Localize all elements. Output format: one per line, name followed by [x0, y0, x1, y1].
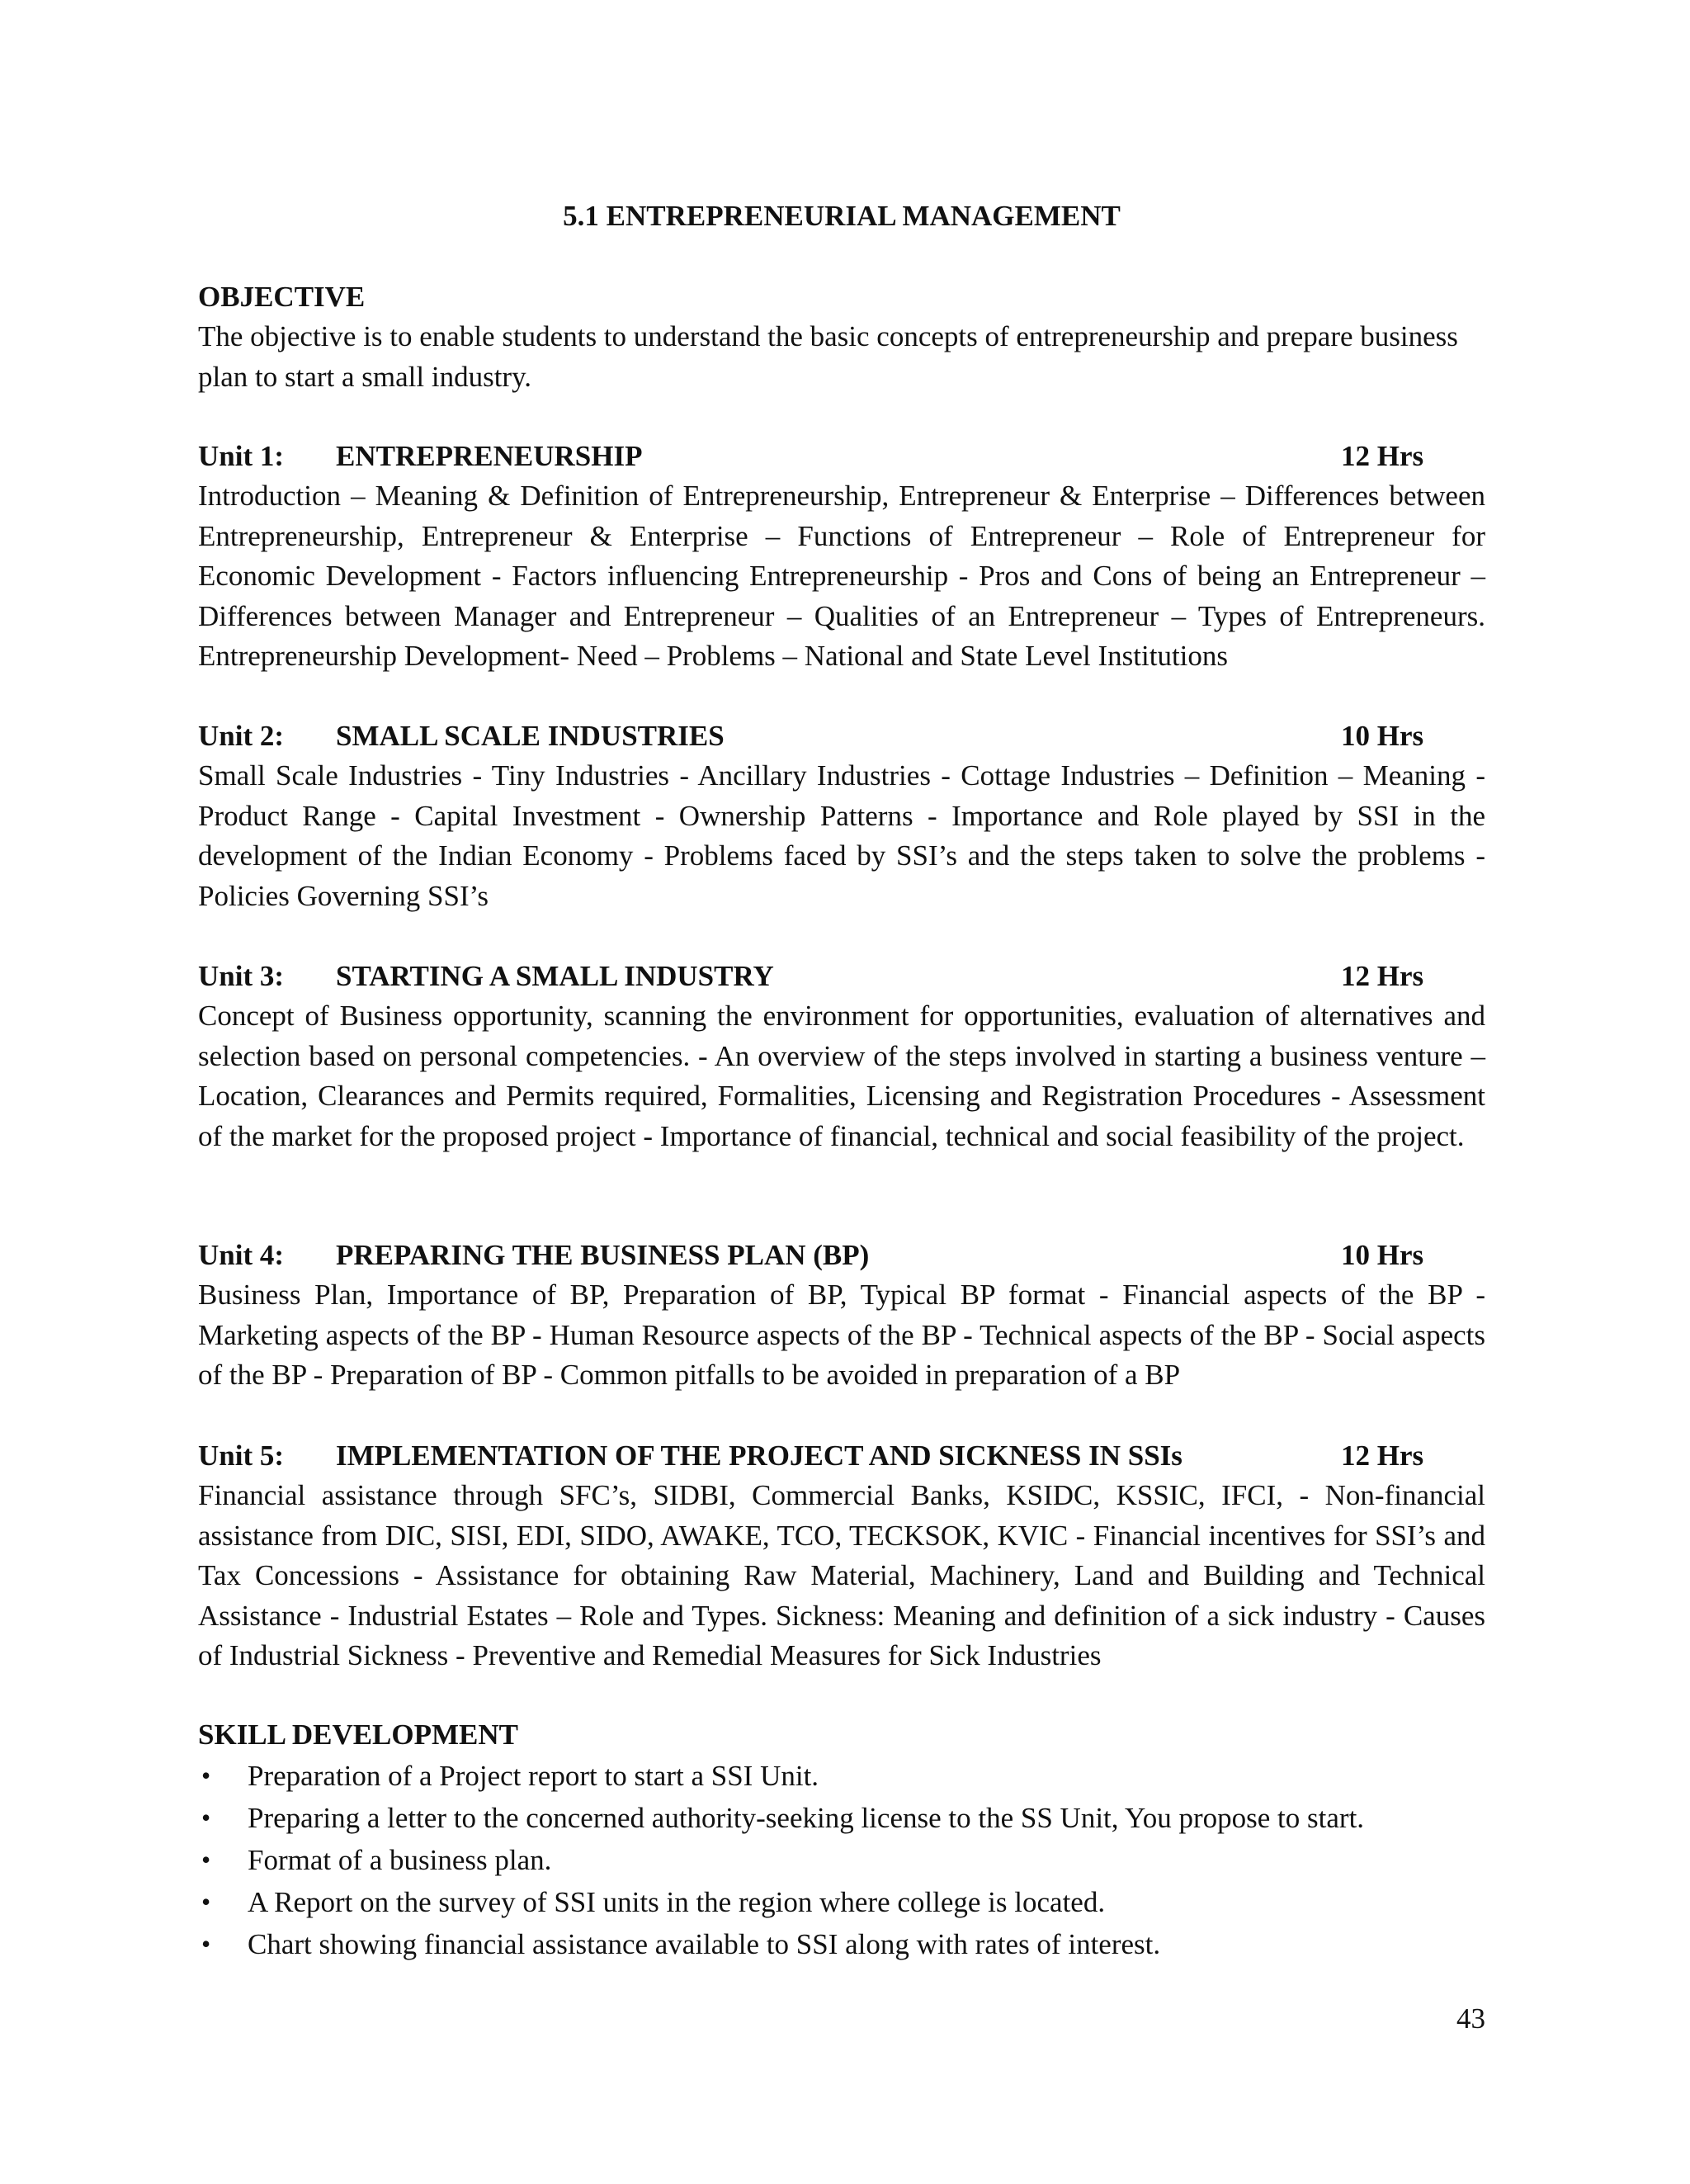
- objective-section: [198, 277, 1485, 397]
- bullet-icon: •: [201, 1887, 211, 1917]
- unit-number: Unit 1:: [198, 440, 285, 472]
- list-item-text: Preparing a letter to the concerned authority-seeking license to the SS Unit, You propose to start.: [248, 1802, 1365, 1834]
- list-item: [198, 1923, 1485, 1965]
- bullet-icon: •: [201, 1929, 211, 1959]
- unit-hours: 10 Hrs: [1341, 1239, 1424, 1271]
- bullet-icon: •: [201, 1803, 211, 1832]
- unit-number: Unit 4:: [198, 1239, 285, 1271]
- unit-3-section: [198, 957, 1485, 1156]
- unit-hours: 12 Hrs: [1341, 960, 1424, 992]
- skill-development-section: [198, 1715, 1485, 1965]
- unit-content: Business Plan, Importance of BP, Preparation of BP, Typical BP format - Financial aspects of the BP - Marketing aspects of the BP - Human Resource aspects of the BP - Technical aspects of the BP - Social aspects of the BP - Preparation of BP - Common pitfalls to be avoided in preparation of a BP: [198, 1279, 1485, 1391]
- unit-4-heading: [198, 1236, 1485, 1275]
- list-item: [198, 1755, 1485, 1797]
- unit-4-section: [198, 1236, 1485, 1396]
- unit-title: SMALL SCALE INDUSTRIES: [336, 720, 725, 752]
- unit-5-heading: [198, 1436, 1485, 1476]
- unit-content: Introduction – Meaning & Definition of Entrepreneurship, Entrepreneur & Enterprise – Differences between Entrepreneurship, Entrepreneur & Enterprise – Functions of Entrepreneur – Role of Entrepreneur for Economic Development - Factors influencing Entrepreneurship - Pros and Cons of being an Entrepreneur – Differences between Manager and Entrepreneur – Qualities of an Entrepreneur – Types of Entrepreneurs. Entrepreneurship Development- Need – Problems – National and State Level Institutions: [198, 480, 1485, 672]
- unit-hours: 12 Hrs: [1341, 440, 1424, 472]
- unit-5-section: [198, 1436, 1485, 1676]
- skill-development-heading: SKILL DEVELOPMENT: [198, 1718, 519, 1751]
- objective-heading: OBJECTIVE: [198, 281, 366, 313]
- unit-hours: 12 Hrs: [1341, 1439, 1424, 1472]
- list-item: [198, 1797, 1485, 1839]
- page-number: 43: [1456, 2002, 1485, 2035]
- list-item-text: Format of a business plan.: [248, 1844, 552, 1876]
- list-item-text: Chart showing financial assistance available to SSI along with rates of interest.: [248, 1928, 1161, 1960]
- bullet-icon: •: [201, 1761, 211, 1790]
- unit-title: PREPARING THE BUSINESS PLAN (BP): [336, 1239, 870, 1271]
- objective-text: The objective is to enable students to understand the basic concepts of entrepreneurship and prepare business plan to start a small industry.: [198, 320, 1458, 393]
- skill-list: [198, 1755, 1485, 1965]
- list-item-text: A Report on the survey of SSI units in the region where college is located.: [248, 1886, 1106, 1918]
- unit-number: Unit 3:: [198, 960, 285, 992]
- unit-content: Financial assistance through SFC’s, SIDBI, Commercial Banks, KSIDC, KSSIC, IFCI, - Non-financial assistance from DIC, SISI, EDI, SIDO, AWAKE, TCO, TECKSOK, KVIC - Financial incentives for SSI’s and Tax Concessions - Assistance for obtaining Raw Material, Machinery, Land and Building and Technical Assistance - Industrial Estates – Role and Types. Sickness: Meaning and definition of a sick industry - Causes of Industrial Sickness - Preventive and Remedial Measures for Sick Industries: [198, 1479, 1485, 1671]
- unit-title: STARTING A SMALL INDUSTRY: [336, 960, 774, 992]
- unit-2-heading: [198, 716, 1485, 756]
- list-item: [198, 1881, 1485, 1923]
- unit-3-heading: [198, 957, 1485, 996]
- unit-content: Small Scale Industries - Tiny Industries - Ancillary Industries - Cottage Industries – Definition – Meaning - Product Range - Capital Investment - Ownership Patterns - Importance and Role played by SSI in the development of the Indian Economy - Problems faced by SSI’s and the steps taken to solve the problems - Policies Governing SSI’s: [198, 759, 1485, 912]
- list-item-text: Preparation of a Project report to start a SSI Unit.: [248, 1760, 819, 1792]
- unit-title: ENTREPRENEURSHIP: [336, 440, 643, 472]
- unit-1-section: [198, 437, 1485, 677]
- unit-number: Unit 2:: [198, 720, 285, 752]
- unit-content: Concept of Business opportunity, scanning the environment for opportunities, evaluation of alternatives and selection based on personal competencies. - An overview of the steps involved in starting a business venture – Location, Clearances and Permits required, Formalities, Licensing and Registration Procedures - Assessment of the market for the proposed project - Importance of financial, technical and social feasibility of the project.: [198, 1000, 1485, 1152]
- list-item: [198, 1839, 1485, 1881]
- unit-number: Unit 5:: [198, 1439, 285, 1472]
- unit-2-section: [198, 716, 1485, 916]
- unit-1-heading: [198, 437, 1485, 476]
- unit-hours: 10 Hrs: [1341, 720, 1424, 752]
- page-title: 5.1 ENTREPRENEURIAL MANAGEMENT: [563, 200, 1121, 232]
- bullet-icon: •: [201, 1845, 211, 1874]
- unit-title: IMPLEMENTATION OF THE PROJECT AND SICKNESS IN SSIs: [336, 1439, 1183, 1472]
